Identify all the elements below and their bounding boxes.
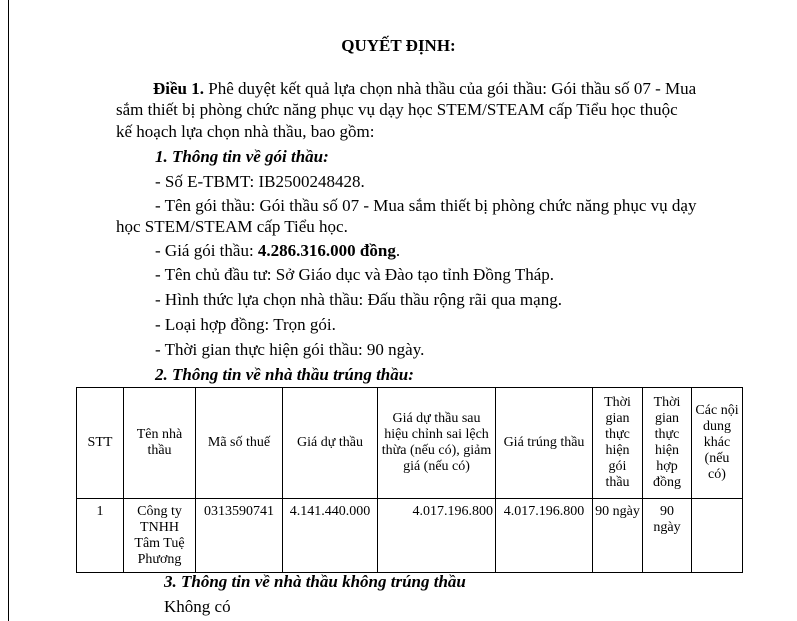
cell-adjusted-price: 4.017.196.800: [378, 499, 496, 573]
header-bidder-name: Tên nhà thầu: [124, 388, 196, 499]
cell-tax-code: 0313590741: [196, 499, 283, 573]
section-3-text: Không có: [164, 597, 231, 616]
cell-contract-time: 90 ngày: [643, 499, 692, 573]
package-price-value: 4.286.316.000 đồng: [257, 241, 396, 260]
table-row: [77, 499, 743, 573]
selection-method: - Hình thức lựa chọn nhà thầu: Đấu thầu rộng rãi qua mạng.: [155, 290, 562, 309]
article-label: Điều 1.: [153, 79, 204, 98]
section-1-heading: 1. Thông tin về gói thầu:: [155, 147, 329, 166]
package-name-line-2: học STEM/STEAM cấp Tiểu học.: [116, 217, 348, 236]
header-contract-time: Thời gian thực hiện hợp đồng: [643, 388, 692, 499]
investor-name: - Tên chủ đầu tư: Sở Giáo dục và Đào tạo tỉnh Đồng Tháp.: [155, 265, 555, 284]
header-stt: STT: [77, 388, 124, 499]
header-award-price: Giá trúng thầu: [496, 388, 593, 499]
article-text: Phê duyệt kết quả lựa chọn nhà thầu của gói thầu: Gói thầu số 07 - Mua: [204, 79, 697, 98]
header-adjusted-price: Giá dự thầu sau hiệu chỉnh sai lệch thừa (nếu có), giảm giá (nếu có): [378, 388, 496, 499]
package-name-line-1: - Tên gói thầu: Gói thầu số 07 - Mua sắm thiết bị phòng chức năng phục vụ dạy: [155, 196, 697, 215]
table-header-row: [77, 388, 743, 499]
header-bid-price: Giá dự thầu: [283, 388, 378, 499]
header-tax-code: Mã số thuế: [196, 388, 283, 499]
cell-bidder-name: Công ty TNHH Tâm Tuệ Phương: [124, 499, 196, 573]
ebid-number: - Số E-TBMT: IB2500248428.: [155, 172, 365, 191]
page-left-border: [8, 0, 9, 621]
winning-bidder-table: [76, 387, 743, 573]
cell-stt: 1: [77, 499, 124, 573]
package-price: [155, 241, 400, 261]
cell-package-time: 90 ngày: [593, 499, 643, 573]
article-1-line-1: [153, 79, 696, 99]
cell-other: [692, 499, 743, 573]
package-price-label: - Giá gói thầu:: [155, 241, 258, 260]
cell-award-price: 4.017.196.800: [496, 499, 593, 573]
section-2-heading: 2. Thông tin về nhà thầu trúng thầu:: [155, 365, 414, 384]
section-3-heading: 3. Thông tin về nhà thầu không trúng thầu: [164, 572, 466, 591]
document-title: QUYẾT ĐỊNH:: [341, 36, 456, 55]
package-duration: - Thời gian thực hiện gói thầu: 90 ngày.: [155, 340, 425, 359]
package-price-end: .: [395, 241, 401, 260]
article-1-line-3: kế hoạch lựa chọn nhà thầu, bao gồm:: [116, 122, 375, 141]
cell-bid-price: 4.141.440.000: [283, 499, 378, 573]
header-package-time: Thời gian thực hiện gói thầu: [593, 388, 643, 499]
contract-type: - Loại hợp đồng: Trọn gói.: [155, 315, 336, 334]
article-1-line-2: sắm thiết bị phòng chức năng phục vụ dạy học STEM/STEAM cấp Tiểu học thuộc: [116, 100, 678, 119]
header-other: Các nội dung khác (nếu có): [692, 388, 743, 499]
